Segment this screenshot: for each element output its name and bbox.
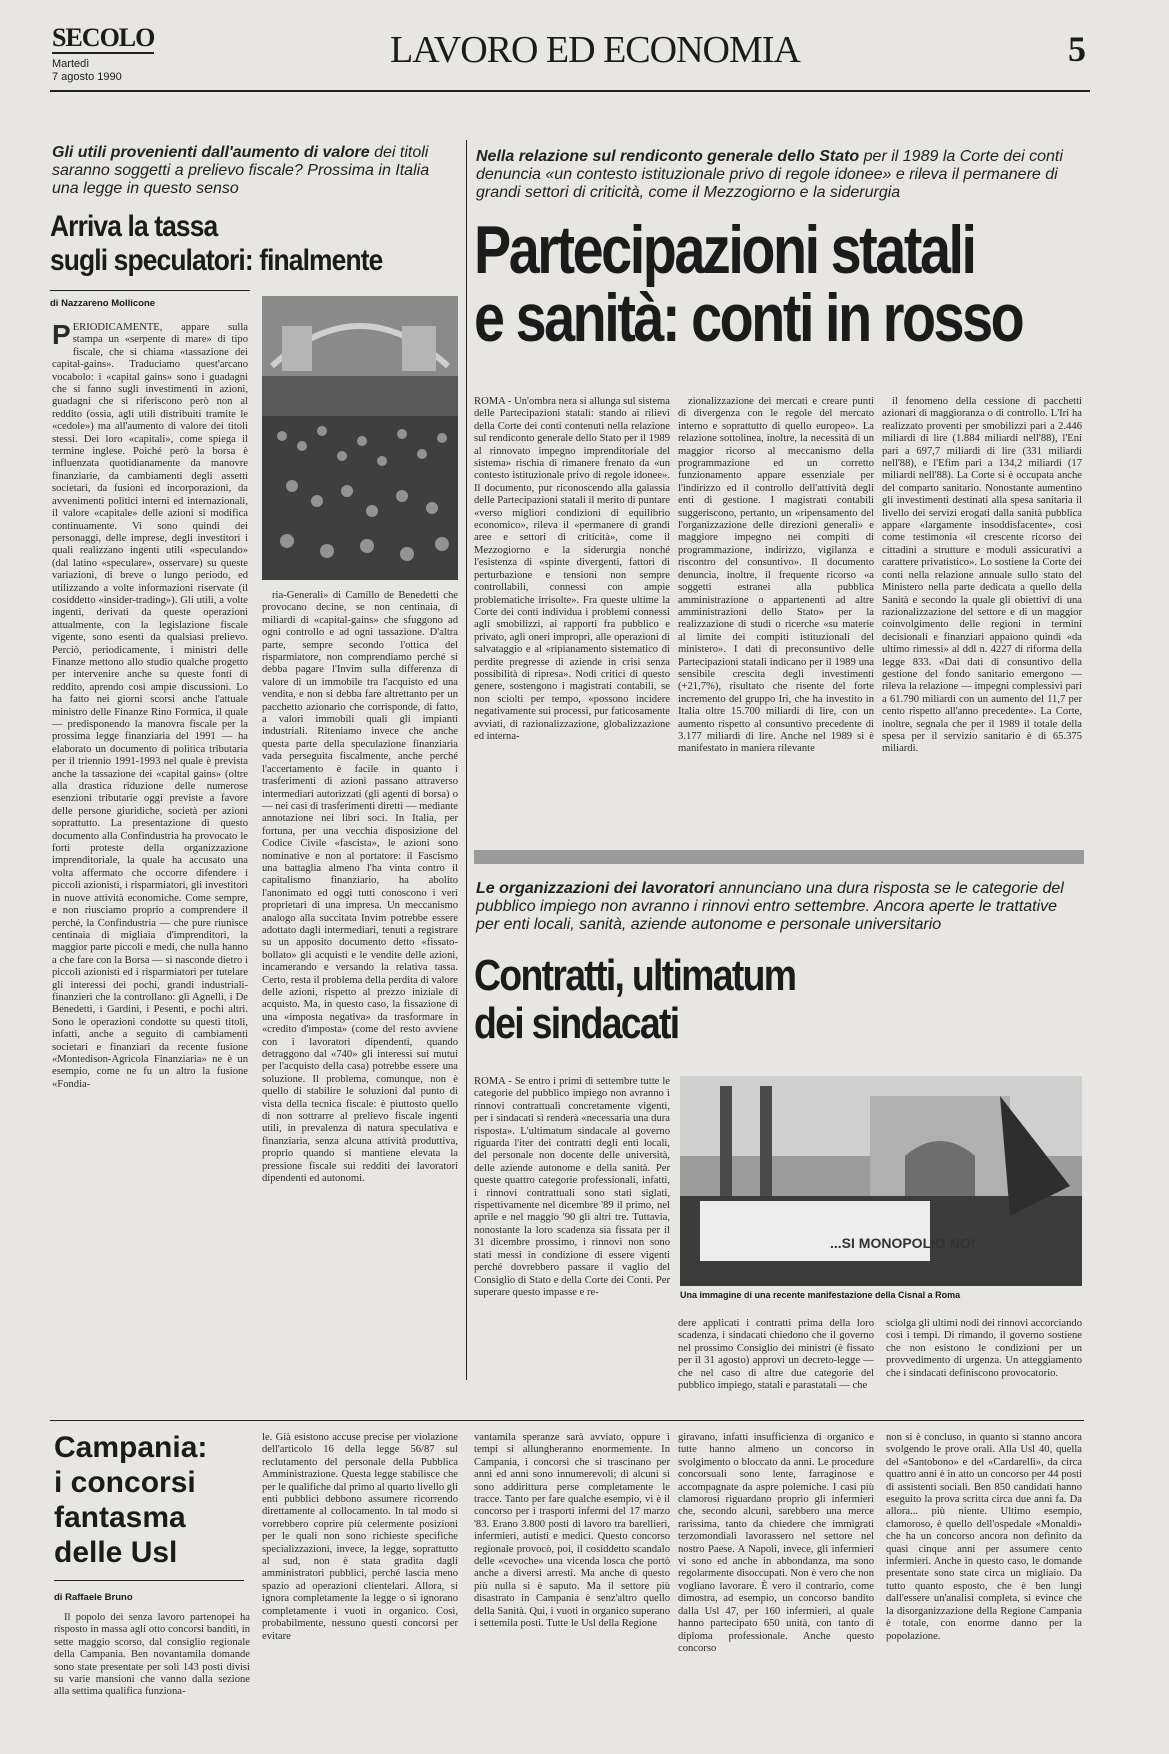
campania-headline-line1: Campania:: [54, 1431, 208, 1464]
partecipazioni-col1-text: ROMA - Un'ombra nera si allunga sul sistema delle Partecipazioni statali: stando ai rilievi della Corte dei conti contenuti nella relazione sul rendiconto generale dello Stato per il 1989 al rinnovato impegno imprenditoriale del sistema» rischia di rimanere frenato da «un contesto istituzionale privo di regole idonee». Il documento, pur riconoscendo alla galassia delle Partecipazioni statali il merito di puntare «verso migliori condizioni di equilibrio economico», rileva il «permanere di grandi aree e settori di criticità», come il Mezzogiorno e la siderurgia nonché l'esistenza di «spinte divergenti, fattori di perturbazione e tensioni non sempre controllabili, connessi con ampie problematiche irrisolte». Fra queste ultime la Corte dei conti individua i problemi connessi agli smobilizzi, ai rapporti fra pubblico e privato, agli oneri impropri, alle operazioni di salvataggio e al «ripianamento sistematico di perdite pregresse di aziende in crisi senza possibilità di ripresa». Nodi critici di questo genere, sostengono i magistrati contabili, se non sciolti per tempo, «possono incidere negativamente sui processi, pur faticosamente avviati, di razionalizzazione, globalizzazione ed interna-: [474, 396, 670, 742]
campania-headline-line2: i concorsi: [54, 1466, 196, 1499]
issue-date-text: 7 agosto 1990: [52, 71, 122, 83]
contratti-col1-text: ROMA - Se entro i primi di settembre tutte le categorie del pubblico impiego non avranno i rinnovi contrattuali concretamente vigenti, per i sindacati si renderà «necessaria una dura risposta». L'ultimatum sindacale al governo riguarda l'iter dei contratti degli enti locali, del personale non docente delle università, delle aziende autonome e della sanità. Per queste quattro categorie professionali, infatti, i rinnovi contrattuali sono stati siglati, rispettivamente nel dicembre '89 il primo, nel aprile e nel maggio '90 gli altri tre. Tuttavia, nonostante la loro scadenza sia fissata per il 31 dicembre prossimo, i rinnovi non sono stati messi in condizione di essere vigenti perché dovrebbero passare il vaglio del Consiglio di Stato e della Corte dei Conti. Per superare questo impasse e re-: [474, 1076, 670, 1298]
contratti-headline-line2: dei sindacati: [474, 999, 679, 1048]
campania-col2-text: le. Già esistono accuse precise per violazione dell'articolo 16 della legge 56/87 sul reclutamento del personale della Pubblica Amministrazione. Questa legge stabilisce che per le qualifiche dal primo al quarto livello gli enti pubblici debbono assumere ricorrendo direttamente al collocamento. In tal modo si vorrebbero coprire più celermente posizioni per le quali non sono richieste specifiche specializzazioni, invece, la legge, soprattutto al sud, non è stata gradita dagli amministratori pubblici, perché lascia meno spazio ad operazioni clientelari. Allora, si ignora completamente la legge o si ignorano completamente i vuoti in organico. Così, probabilmente, nessuno questi concorsi per evitare: [262, 1432, 458, 1642]
partecipazioni-headline: [474, 212, 1048, 356]
campania-col4-text: giravano, infatti insufficienza di organico e tutte hanno almeno un concorso in svolgimento o bloccato da anni. Le procedure concorsuali sono lente, farraginose e accompagnate da aspre polemiche. I casi più clamorosi riguardano proprio gli infermieri che, secondo alcuni, sarebbero una merce rarissima, tanto da chiedere che immigrati terzomondiali lavorassero nel settore nel nostro Paese. A Napoli, invece, gli infermieri vi sono ed anche in abbondanza, ma sono regolarmente disoccupati. Non è vero che non vogliano lavorare. È vero il contrario, come dimostra, ad esempio, un concorso bandito dalla Usl 47, per 160 infermieri, al quale hanno partecipato 650 unità, con tanto di diploma professionale. Anche questo concorso: [678, 1432, 874, 1654]
tassa-headline-line2: sugli speculatori: finalmente: [50, 244, 383, 277]
campania-headline-line4: delle Usl: [54, 1536, 178, 1569]
campania-column-2: [262, 1432, 458, 1746]
contratti-kicker: [476, 880, 1076, 934]
tassa-dropcap: P: [52, 322, 71, 350]
partecipazioni-headline-line1: Partecipazioni statali: [474, 212, 975, 288]
tassa-headline-line1: Arriva la tassa: [50, 210, 218, 243]
tassa-byline: di Nazzareno Mollicone: [50, 298, 156, 309]
page-number: 5: [1068, 29, 1086, 69]
contratti-col3-text: sciolga gli ultimi nodi dei rinnovi accorciando così i tempi. Di rimando, il governo sostiene che non esistono le condizioni per un provvedimento di urgenza. Un atteggiamento che i sindacati definiscono provocatorio.: [886, 1318, 1082, 1379]
masthead: [50, 22, 1090, 92]
demonstration-photo: [680, 1076, 1082, 1286]
column-divider: [466, 140, 467, 1380]
separator-band: [474, 850, 1084, 864]
campania-byline-rule: [54, 1580, 244, 1581]
campania-column-4: [678, 1432, 874, 1746]
contratti-headline-line1: Contratti, ultimatum: [474, 951, 796, 1000]
campania-headline-line3: fantasma: [54, 1501, 186, 1534]
trading-floor-image: [262, 296, 458, 580]
campania-column-1: [54, 1612, 250, 1746]
partecipazioni-col3-text: il fenomeno della cessione di pacchetti azionari di maggioranza o di controllo. L'Iri ha realizzato proventi per smobilizzi pari a 2.446 miliardi di lire (1.884 miliardi nell'88), l'Eni pari a 697,7 miliardi di lire (331 miliardi nell'88), e l'Efim pari a 134,2 miliardi (17 miliardi nell'88). La Corte si è occupata anche del comparto sanitario. Nonostante aumentino gli investimenti destinati alla spesa sanitaria il livello dei servizi erogati dalla sanità pubblica appare «largamente insoddisfacente», così come testimonia «il crescente ricorso dei cittadini a strutture e moduli assicurativi a carattere privatistico». Lo sostiene la Corte dei conti nella relazione annuale sullo stato del Ministero nella parte dedicata a quello della Sanità e secondo la quale gli obiettivi di una razionalizzazione del settore e di un maggior coinvolgimento delle regioni in termini decisionali e finanziari appaiono quindi «da ultimo rimessi» al ddl n. 4227 di riforma della legge 833. «Dai dati di consuntivo della gestione del fondo sanitario emergono — rileva la relazione — impegni complessivi pari a 61.790 miliardi con un aumento del 11,7 per cento rispetto all'anno precedente». La Corte, inoltre, segnala che per il 1989 il totale della spesa per il servizio sanitario è di 65.375 miliardi.: [882, 396, 1082, 755]
section-title: LAVORO ED ECONOMIA: [390, 29, 800, 71]
campania-col1-text: Il popolo dei senza lavoro partenopei ha risposto in massa agli otto concorsi banditi, in sette maggio scorso, dal consiglio regionale della Campania. Ben novantamila domande sono state presentate per soli 143 posti divisi su varie mansioni che vanno dalla sezione alla settima qualifica funziona-: [54, 1612, 250, 1698]
campania-col3-text: vantamila speranze sarà avviato, oppure i tempi si allungheranno enormemente. In Campania, i concorsi che si trascinano per anni ed anni sono innumerevoli; di alcuni si sono addirittura perse completamente le tracce. Tanto per fare qualche esempio, vi è il concorso per i trasporti infermi del 17 marzo '83. Erano 3.800 posti di lavoro tra barellieri, infermieri, autisti e medici. Questo concorso regionale provocò, poi, il cosiddetto scandalo delle «cevoche» una vicenda losca che portò anche a diversi arresti. Ma anche di questo più nulla si è saputo. Ma il settore più disastrato in Campania è senz'altro quello della Sanità. Qui, i vuoti in organico superano i settemila posti. Tutte le Usl della Regione: [474, 1432, 670, 1630]
contratti-headline: [474, 952, 1018, 1048]
tassa-col2-text: ria-Generali» di Camillo de Benedetti che provocano decine, se non centinaia, di miliardi di «capital-gains» che sfuggono ad ogni controllo e ad ogni tassazione. D'altra parte, sempre secondo l'ottica del risparmiatore, non comprendiamo perché si debba pagare l'Invim sulla differenza di valore di un immobile tra l'acquisto ed una vendita, e non si debba fare altrettanto per un pacchetto azionario che corrisponde, di fatto, a valori immobili quali gli impianti industriali. Riteniamo invece che anche questa parte della speculazione finanziaria vada perseguita fiscalmente, anche perché l'accertamento è facile in quanto i trasferimenti di azioni passano attraverso intermediari autorizzati (gli agenti di borsa) o — nei casi di trasferimenti diretti — mediante annotazione nei libri soci. In Italia, per fortuna, per una vecchia disposizione del Codice Civile «fascista», le azioni sono nominative e non al portatore: il Fascismo una battaglia almeno l'ha vinta contro il capitalismo finanziario, ha abolito l'anonimato ed oggi tutti conoscono i veri proprietari di una impresa. Un meccanismo analogo alla succitata Invim potrebbe essere adottato dagli intermediari, tenuti a registrare su un apposito documento detto «fissato-bollato» gli acquisti e le vendite delle azioni, incamerando e versando la relativa tassa. Certo, resta il problema della perdita di valore delle azioni, rispetto al prezzo iniziale di acquisto. Ma, in questo caso, la fissazione di una «imposta negativa» da trasformare in «credito d'imposta» (come del resto avviene con i lavoratori dipendenti, quando detraggono dal «740» gli interessi sui mutui per l'acquisto della casa) potrebbe essere una soluzione. Il problema, comunque, non è quello di stabilire le soluzioni dal punto di vista della tecnica fiscale: è piuttosto quello di non sottrarre al prelievo fiscale ingenti utili, in prevalenza di natura speculativa e finanziaria, senza alcuna attività produttiva, proprio quando si mantiene elevata la pressione fiscale sui redditi dei lavoratori dipendenti ed autonomi.: [262, 590, 458, 1185]
contratti-kicker-bold: Le organizzazioni dei lavoratori: [476, 880, 715, 897]
tassa-headline: [50, 210, 437, 278]
contratti-column-1: [474, 1076, 670, 1376]
tassa-col1-text: ERIODICAMENTE, appare sulla stampa un «serpente di mare» di tipo fiscale, che si chiama «tassazione dei capital-gains». Traduciamo quest'arcano vocabolo: i «capital gains» sono i guadagni che si fanno sugli investimenti in azioni, guadagni che si riferiscono però non al reddito (ossia, agli utili distribuiti tramite le «cedole») ma all'aumento di valore dei titoli stessi. Dei loro «capitali», come spiega il termine inglese. Poiché però la borsa è influenzata quotidianamente da manovre finanziarie, da cambiamenti degli assetti societari, da fusioni ed incorporazioni, da avvenimenti politici interni ed internazionali, il valore «capitale» delle azioni si modifica continuamente. Vi sono quindi dei personaggi, delle imprese, degli investitori i quali realizzano ingenti utili «speculando» (dal latino «speculare», osservare) su queste variazioni, di breve o lungo periodo, ed utilizzando a volte informazioni riservate (il cosiddetto «insider-trading»). Gli utili, a volte ingenti, derivati da queste operazioni attualmente, con la legislazione fiscale vigente, sono esenti da qualsiasi prelievo. Perciò, periodicamente, i ministri delle Finanze mettono allo studio qualche progetto per intervenire anche su queste fonti di reddito, aprendo così ampie discussioni. Lo ha fatto nei giorni scorsi anche l'attuale ministro delle Finanze Rino Formica, il quale — predisponendo la manovra fiscale per la prossima legge finanziaria del 1991 — ha elaborato un documento di politica tributaria per il triennio 1991-1993 nel quale è prevista anche la tassazione dei «capital gains» (oltre alla drastica riduzione delle numerose esenzioni tributarie oggi previste a favore delle persone giuridiche, società per azioni soprattutto. La presentazione di questo documento alla Confindustria ha provocato le forti proteste della organizzazione imprenditoriale, la quale ha accusato una volta affermato che occorre difendere i piccoli azionisti, i risparmiatori, gli investitori in nuove attività economiche. Come sempre, e non riusciamo proprio a comprendere il perché, la Confindustria — che pure riunisce centinaia di migliaia d'imprenditori, la maggior parte piccoli e medi, che nulla hanno a che fare con la Borsa — si nasconde dietro i piccoli azionisti ed i risparmiatori per tutelare gli interessi dei pochi, grandi industriali-finanzieri che la controllano: gli Agnelli, i De Benedetti, i Gardini, i Pesenti, e pochi altri. Sono le operazioni condotte su questi titoli, infatti, anche a seguito di cambiamenti societari e finanziari da recente fusione «Montedison-Agricola Finanziaria» ne è un esempio, come ne fu un altro la fusione «Fondia-: [52, 322, 248, 1090]
campania-col5-text: non si è concluso, in quanto si stanno ancora svolgendo le prove orali. Alla Usl 40, quella del «Santobono» e del «Cardarelli», da circa quattro anni è in atto un concorso per 44 posti di assistenti sociali. Ben 850 candidati hanno eseguito la prova scritta circa due anni fa. Da allora... più niente. Ultimo esempio, clamoroso, è quello dell'ospedale «Monaldi» che ha un concorso ancora non definito da quasi cinque anni per assumere cento infermieri. Anche in questo caso, le domande presentate sono state circa un migliaio. Da tutto quanto esposto, che è ben lungi dall'essere un'analisi completa, si evince che la disorganizzazione della Regione Campania è totale, con enorme danno per la popolazione.: [886, 1432, 1082, 1642]
tassa-kicker: [52, 144, 432, 198]
campania-column-3: [474, 1432, 670, 1746]
newspaper-logo: SECOLO: [52, 23, 155, 52]
bottom-article-rule: [50, 1420, 1084, 1421]
partecipazioni-kicker-bold: Nella relazione sul rendiconto generale dello Stato: [476, 148, 860, 165]
contratti-column-2: [678, 1318, 874, 1414]
issue-date: [52, 58, 162, 84]
partecipazioni-kicker: [476, 148, 1076, 202]
partecipazioni-kicker-rest: per il 1989 la Corte dei conti denuncia «un contesto istituzionale privo di regole idonee» e rileva il permanere di grandi settori di criticità, come il Mezzogiorno e la siderurgia: [476, 148, 1063, 201]
banner-text: ...SI MONOPOLIO NO!: [830, 1235, 976, 1251]
contratti-col2-text: dere applicati i contratti prima della loro scadenza, i sindacati chiedono che il governo nel prossimo Consiglio dei ministri (è fissato per il 31 agosto) approvi un decreto-legge — che nel caso di altre due categorie del pubblico impiego, statali e parastatali — che: [678, 1318, 874, 1392]
contratti-kicker-rest: annunciano una dura risposta se le categorie del pubblico impiego non avranno i rinnovi entro settembre. Ancora aperte le trattative per enti locali, sanità, aziende autonome e personale universitario: [476, 880, 1064, 933]
contratti-column-3: [886, 1318, 1082, 1414]
tassa-kicker-bold: Gli utili provenienti dall'aumento di valore: [52, 144, 370, 161]
partecipazioni-column-1: [474, 396, 670, 844]
tassa-kicker-rest: dei titoli saranno soggetti a prelievo fiscale? Prossima in Italia una legge in questo senso: [52, 144, 430, 197]
campania-byline: di Raffaele Bruno: [54, 1592, 133, 1603]
partecipazioni-column-3: [882, 396, 1082, 844]
campania-column-5: [886, 1432, 1082, 1746]
tassa-byline-rule: [50, 290, 250, 291]
photo-caption: Una immagine di una recente manifestazione della Cisnal a Roma: [680, 1290, 961, 1300]
stock-exchange-photo: [262, 296, 458, 580]
tassa-column-1: [52, 322, 248, 1378]
issue-weekday: Martedì: [52, 58, 90, 70]
partecipazioni-col2-text: zionalizzazione dei mercati e creare punti di divergenza con le regole del mercato interno e soprattutto di quello europeo». La relazione sottolinea, inoltre, la necessità di un maggior ricorso al meccanismo della programmazione ed un corretto funzionamento appare essenziale per l'indirizzo ed il controllo dell'attività degli enti di gestione. I magistrati contabili suggeriscono, pertanto, un «ripensamento del l'organizzazione delle direzioni generali» e maggiore impegno nei compiti di programmazione, indirizzo, vigilanza e riscontro del consuntivo». Il documento denuncia, inoltre, il frequente ricorso «a soggetti estranei alla pubblica amministrazione o appartenenti ad altre amministrazioni dello Stato» per la realizzazione di studi o ricerche «su materie al limite dei compiti istituzionali del ministero». I dati di preconsuntivo delle Partecipazioni statali indicano per il 1989 una sensibile crescita degli investimenti (+21,7%), risultato che risente del forte incremento del gruppo Iri, che ha investito in Italia oltre 15.700 miliardi di lire, con un aumento rispetto al consuntivo precedente di 3.177 miliardi di lire. Anche nel 1989 si è manifestato in maniera rilevante: [678, 396, 874, 755]
partecipazioni-headline-line2: e sanità: conti in rosso: [474, 280, 1023, 356]
campania-headline: [54, 1430, 254, 1570]
partecipazioni-column-2: [678, 396, 874, 844]
protest-image: [680, 1076, 1082, 1286]
tassa-column-2: [262, 590, 458, 1378]
